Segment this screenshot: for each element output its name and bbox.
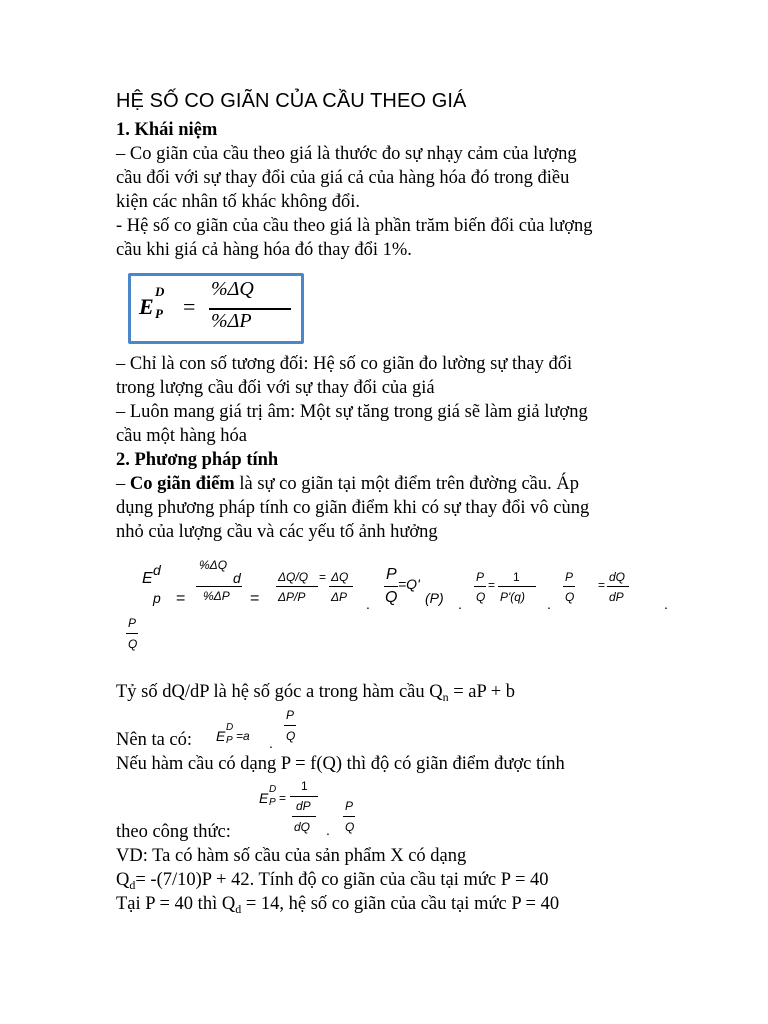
elasticity-formula-box xyxy=(128,273,304,344)
paragraph-line: – Chỉ là con số tương đối: Hệ số co giãn đo lường sự thay đổi xyxy=(116,354,573,374)
formula-lhs: E D P xyxy=(139,284,165,321)
section-1-heading: 1. Khái niệm xyxy=(116,120,218,140)
paragraph-line: theo công thức: xyxy=(116,822,231,842)
formula-denominator: %ΔP xyxy=(211,310,252,332)
paragraph-line: trong lượng cầu đối với sự thay đổi của giá xyxy=(116,378,435,398)
section-2-heading: 2. Phương pháp tính xyxy=(116,450,279,470)
paragraph-line: – Co giãn của cầu theo giá là thước đo sự nhạy cảm của lượng xyxy=(116,144,577,164)
paragraph-line: cầu đối với sự thay đổi của giá cả của hàng hóa đó trong điều xyxy=(116,168,570,188)
paragraph-line: VD: Ta có hàm số cầu của sản phẩm X có dạng xyxy=(116,846,467,866)
paragraph-line: dụng phương pháp tính co giãn điểm khi có sự thay đổi vô cùng xyxy=(116,498,590,518)
paragraph-line: - Hệ số co giãn của cầu theo giá là phần trăm biến đổi của lượng xyxy=(116,216,593,236)
paragraph-line: – Co giãn điểm là sự co giãn tại một điểm trên đường cầu. Áp xyxy=(116,474,579,494)
paragraph-line: Nên ta có: xyxy=(116,730,193,750)
document-page: HỆ SỐ CO GIÃN CỦA CẦU THEO GIÁ 1. Khái niệm – Co giãn của cầu theo giá là thước đo sự nhạy cảm của lượng cầu đối với sự thay đổi của giá cả của hàng hóa đó trong điều kiện các nhân tố khác không đổi. - Hệ số co giãn của cầu theo giá là phần trăm biến đổi của lượng cầu khi giá cả hàng hóa đó thay đổi 1%. E D P = %ΔQ %ΔP – Chỉ là con số tương đối: Hệ số co giãn đo lường sự thay đổi trong lượng cầu đối với sự thay đổi của giá – Luôn mang giá trị âm: Một sự tăng trong giá sẽ làm giả lượng cầu một hàng hóa 2. Phương pháp tính – Co giãn điểm là sự co giãn tại một điểm trên đường cầu. Áp dụng phương pháp tính co giãn điểm khi có sự thay đổi vô cùng nhỏ của lượng cầu và các yếu tố ảnh hưởng E d p = %ΔQ d %ΔP = ΔQ/Q ΔP/P = ΔQ ΔP . P Q =Q' (P) . P Q = 1 P'(q) . P Q = dQ dP . P Q Tỷ số dQ/dP là hệ số góc a trong hàm cầu $Q_n$ = aP + b Nên ta có: E D P =a . P Q Nếu hàm cầu có dạng P = f(Q) thì độ có giãn điểm được tính E D P = 1 dP dQ . P Q theo công thức: VD: Ta có hàm số cầu của sản phẩm X có dạng $Q_d= -(7/10)P + 42$. Tính độ co giãn của cầu tại mức P = 40 Tại P = 40 thì $Q_d = 14$, hệ số co giãn của cầu tại mức P = 40 xyxy=(0,0,768,1024)
formula-numerator: %ΔQ xyxy=(211,278,254,300)
paragraph-line: Nếu hàm cầu có dạng P = f(Q) thì độ có giãn điểm được tính xyxy=(116,754,565,774)
page-title: HỆ SỐ CO GIÃN CỦA CẦU THEO GIÁ xyxy=(116,90,467,112)
paragraph-line: $Q_d= -(7/10)P + 42$. Tính độ co giãn của cầu tại mức P = 40 xyxy=(116,870,549,892)
paragraph-line: – Luôn mang giá trị âm: Một sự tăng trong giá sẽ làm giả lượng xyxy=(116,402,588,422)
paragraph-line: cầu khi giá cả hàng hóa đó thay đổi 1%. xyxy=(116,240,412,260)
paragraph-line: Tại P = 40 thì $Q_d = 14$, hệ số co giãn của cầu tại mức P = 40 xyxy=(116,894,560,916)
paragraph-line: cầu một hàng hóa xyxy=(116,426,247,446)
formula-equals: = xyxy=(183,294,196,319)
paragraph-line: nhỏ của lượng cầu và các yếu tố ảnh hưởng xyxy=(116,522,438,542)
paragraph-line: kiện các nhân tố khác không đổi. xyxy=(116,192,361,212)
term-co-gian-diem: Co giãn điểm xyxy=(129,474,235,494)
paragraph-line: Tỷ số dQ/dP là hệ số góc a trong hàm cầu $Q_n$ = aP + b xyxy=(116,682,516,704)
